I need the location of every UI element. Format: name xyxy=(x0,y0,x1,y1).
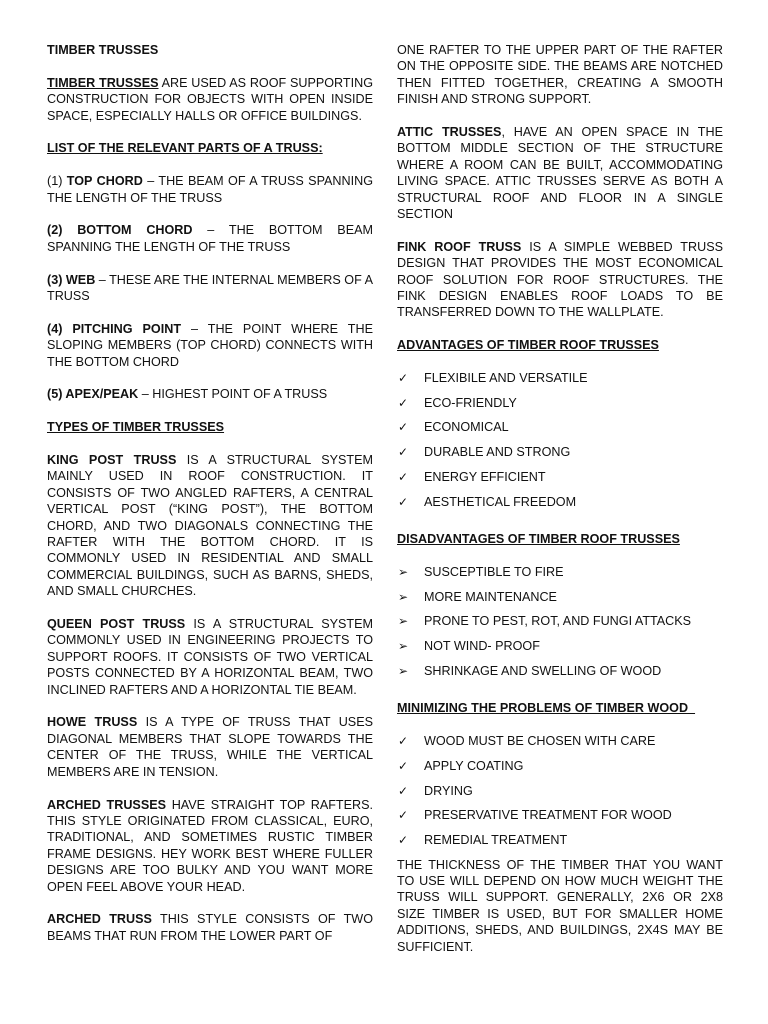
disadvantages-heading: DISADVANTAGES OF TIMBER ROOF TRUSSES xyxy=(397,532,680,547)
list-item xyxy=(397,395,723,420)
arrow-icon: ➢ xyxy=(398,589,409,604)
list-item xyxy=(397,589,723,614)
list-item-text: MORE MAINTENANCE xyxy=(424,589,557,604)
arrow-icon: ➢ xyxy=(398,614,409,629)
left-column xyxy=(47,42,373,944)
check-icon: ✓ xyxy=(398,832,409,847)
check-icon: ✓ xyxy=(398,758,409,773)
list-item xyxy=(397,613,723,638)
list-item-text: ECO-FRIENDLY xyxy=(424,395,517,410)
right-column xyxy=(397,42,723,955)
list-item-text: WOOD MUST BE CHOSEN WITH CARE xyxy=(424,734,656,749)
intro-text: ARE USED AS ROOF SUPPORTING CONSTRUCTION FOR OBJECTS WITH OPEN INSIDE SPACE, ESPECIALLY HALLS OR OFFICE BUILDINGS. xyxy=(47,75,373,123)
type-text: IS A SIMPLE WEBBED TRUSS DESIGN THAT PROVIDES THE MOST ECONOMICAL ROOF SOLUTION FOR ROOF STRUCTURES. THE FINK DESIGN ENABLES ROOF LOADS TO BE TRANSFERRED DOWN TO THE WALLPLATE. xyxy=(397,239,723,320)
check-icon: ✓ xyxy=(398,734,409,749)
type-arched-truss xyxy=(47,911,373,944)
check-icon: ✓ xyxy=(398,395,409,410)
part-text: – THE BEAM OF A TRUSS SPANNING THE LENGTH OF THE TRUSS xyxy=(47,174,374,205)
arched-truss-continuation: ONE RAFTER TO THE UPPER PART OF THE RAFTER ON THE OPPOSITE SIDE. THE BEAMS ARE NOTCHED THEN FITTED TOGETHER, CREATING A SMOOTH FINISH AND STRONG SUPPORT. xyxy=(397,43,723,107)
advantages-heading: ADVANTAGES OF TIMBER ROOF TRUSSES xyxy=(397,338,659,353)
part-term: TOP CHORD xyxy=(66,174,143,189)
list-item-text: REMEDIAL TREATMENT xyxy=(424,832,568,847)
arrow-icon: ➢ xyxy=(398,639,409,654)
type-fink xyxy=(397,239,723,321)
list-item xyxy=(397,444,723,469)
list-item-text: AESTHETICAL FREEDOM xyxy=(424,494,577,509)
type-term: ATTIC TRUSSES xyxy=(397,125,502,140)
type-attic xyxy=(397,124,723,222)
type-text: IS A STRUCTURAL SYSTEM COMMONLY USED IN ENGINEERING PROJECTS TO SUPPORT ROOFS. IT CONSISTS OF TWO VERTICAL POSTS CONNECTED BY A HORIZONTAL BEAM, TWO INCLINED RAFTERS AND A HORIZONTAL TIE BEAM. xyxy=(47,617,373,697)
minimizing-heading: MINIMIZING THE PROBLEMS OF TIMBER WOOD xyxy=(397,701,696,716)
type-text: , HAVE AN OPEN SPACE IN THE BOTTOM MIDDLE SECTION OF THE STRUCTURE WHERE A ROOM CAN BE BUILT, ACCOMMODATING LIVING SPACE. ATTIC TRUSSES SERVE AS BOTH A STRUCTURAL ROOF AND FLOOR IN A SINGLE SECTION xyxy=(397,125,723,222)
part-text: – THE POINT WHERE THE SLOPING MEMBERS (TOP CHORD) CONNECTS WITH THE BOTTOM CHORD xyxy=(47,321,373,369)
list-item-text: FLEXIBILE AND VERSATILE xyxy=(424,371,588,386)
list-item-text: ECONOMICAL xyxy=(424,420,509,435)
type-term: ARCHED TRUSS xyxy=(47,912,152,927)
list-item-text: PRESERVATIVE TREATMENT FOR WOOD xyxy=(424,808,672,823)
part-pitching-point xyxy=(47,321,373,370)
type-term: QUEEN POST TRUSS xyxy=(47,617,186,632)
advantages-list xyxy=(397,370,723,518)
list-item-text: APPLY COATING xyxy=(424,758,524,773)
check-icon: ✓ xyxy=(398,445,409,460)
list-item xyxy=(397,663,723,688)
part-text: – THESE ARE THE INTERNAL MEMBERS OF A TRUSS xyxy=(47,272,373,304)
check-icon: ✓ xyxy=(398,469,409,484)
type-arched-trusses xyxy=(47,797,373,895)
part-bottom-chord xyxy=(47,222,373,255)
part-text: – THE BOTTOM BEAM SPANNING THE LENGTH OF THE TRUSS xyxy=(47,223,373,254)
list-item xyxy=(397,733,723,758)
list-item xyxy=(397,419,723,444)
closing-paragraph: THE THICKNESS OF THE TIMBER THAT YOU WANT TO USE WILL DEPEND ON HOW MUCH WEIGHT THE TRUSS WILL SUPPORT. GENERALLY, 2X6 OR 2X8 SIZE TIMBER IS USED, BUT FOR SMALLER HOME ADDITIONS, SHEDS, AND BUILDINGS, 2X4S MAY BE SUFFICIENT. xyxy=(397,857,723,954)
list-item xyxy=(397,370,723,395)
list-item xyxy=(397,494,723,519)
intro-term: TIMBER TRUSSES xyxy=(47,75,159,90)
check-icon: ✓ xyxy=(398,420,409,435)
part-top-chord xyxy=(47,173,373,206)
type-term: FINK ROOF TRUSS xyxy=(397,239,522,254)
type-text: IS A TYPE OF TRUSS THAT USES DIAGONAL MEMBERS THAT SLOPE TOWARDS THE CENTER OF THE TRUSS, WHILE THE VERTICAL MEMBERS ARE IN TENSION. xyxy=(47,715,374,779)
type-king-post xyxy=(47,452,373,600)
part-text: – HIGHEST POINT OF A TRUSS xyxy=(138,387,328,402)
types-heading: TYPES OF TIMBER TRUSSES xyxy=(47,420,225,435)
list-item-text: SHRINKAGE AND SWELLING OF WOOD xyxy=(424,663,662,678)
type-text: THIS STYLE CONSISTS OF TWO BEAMS THAT RUN FROM THE LOWER PART OF xyxy=(47,912,373,943)
type-term: ARCHED TRUSSES xyxy=(47,797,167,812)
part-web xyxy=(47,272,373,305)
minimizing-list xyxy=(397,733,723,856)
type-text: HAVE STRAIGHT TOP RAFTERS. THIS STYLE ORIGINATED FROM CLASSICAL, EURO, TRADITIONAL, AND SOMETIMES RUSTIC TIMBER FRAME DESIGNS. HEY WORK BEST WHERE FULLER DESIGNS ARE TOO BULKY AND YOU WANT MORE OPEN FEEL ABOVE YOUR HEAD. xyxy=(47,797,373,894)
part-apex-peak xyxy=(47,386,373,402)
type-term: KING POST TRUSS xyxy=(47,453,177,468)
arrow-icon: ➢ xyxy=(398,564,409,579)
check-icon: ✓ xyxy=(398,371,409,386)
document-title: TIMBER TRUSSES xyxy=(47,43,159,57)
list-item xyxy=(397,758,723,783)
list-item xyxy=(397,564,723,589)
list-item-text: NOT WIND- PROOF xyxy=(424,639,540,654)
type-queen-post xyxy=(47,616,373,698)
list-item-text: DURABLE AND STRONG xyxy=(424,445,571,460)
list-item xyxy=(397,638,723,663)
check-icon: ✓ xyxy=(398,808,409,823)
part-term: (5) APEX/PEAK xyxy=(47,387,139,402)
list-item-text: PRONE TO PEST, ROT, AND FUNGI ATTACKS xyxy=(424,614,692,629)
list-item-text: SUSCEPTIBLE TO FIRE xyxy=(424,564,564,579)
list-item xyxy=(397,807,723,832)
part-number: (1) xyxy=(47,174,67,189)
list-item-text: ENERGY EFFICIENT xyxy=(424,469,546,484)
type-text: IS A STRUCTURAL SYSTEM MAINLY USED IN ROOF CONSTRUCTION. IT CONSISTS OF TWO ANGLED RAFTERS, A CENTRAL VERTICAL POST (“KING POST”), THE BOTTOM CHORD, AND TWO DIAGONALS CONNECTING THE RAFTER WITH THE BOTTOM CHORD. IT IS COMMONLY USED IN RESIDENTIAL AND SMALL COMMERCIAL BUILDINGS, SUCH AS BARNS, SHEDS, AND SMALL CHURCHES. xyxy=(47,453,373,599)
list-item xyxy=(397,783,723,808)
intro-paragraph xyxy=(47,75,373,124)
parts-heading: LIST OF THE RELEVANT PARTS OF A TRUSS: xyxy=(47,141,323,156)
part-term: (3) WEB xyxy=(47,272,96,287)
type-howe xyxy=(47,714,373,780)
type-term: HOWE TRUSS xyxy=(47,715,138,730)
check-icon: ✓ xyxy=(398,494,409,509)
check-icon: ✓ xyxy=(398,783,409,798)
list-item xyxy=(397,469,723,494)
arrow-icon: ➢ xyxy=(398,663,409,678)
part-term: (2) BOTTOM CHORD xyxy=(47,223,193,238)
disadvantages-list xyxy=(397,564,723,687)
part-term: (4) PITCHING POINT xyxy=(47,321,182,336)
list-item-text: DRYING xyxy=(424,783,473,798)
list-item xyxy=(397,832,723,857)
